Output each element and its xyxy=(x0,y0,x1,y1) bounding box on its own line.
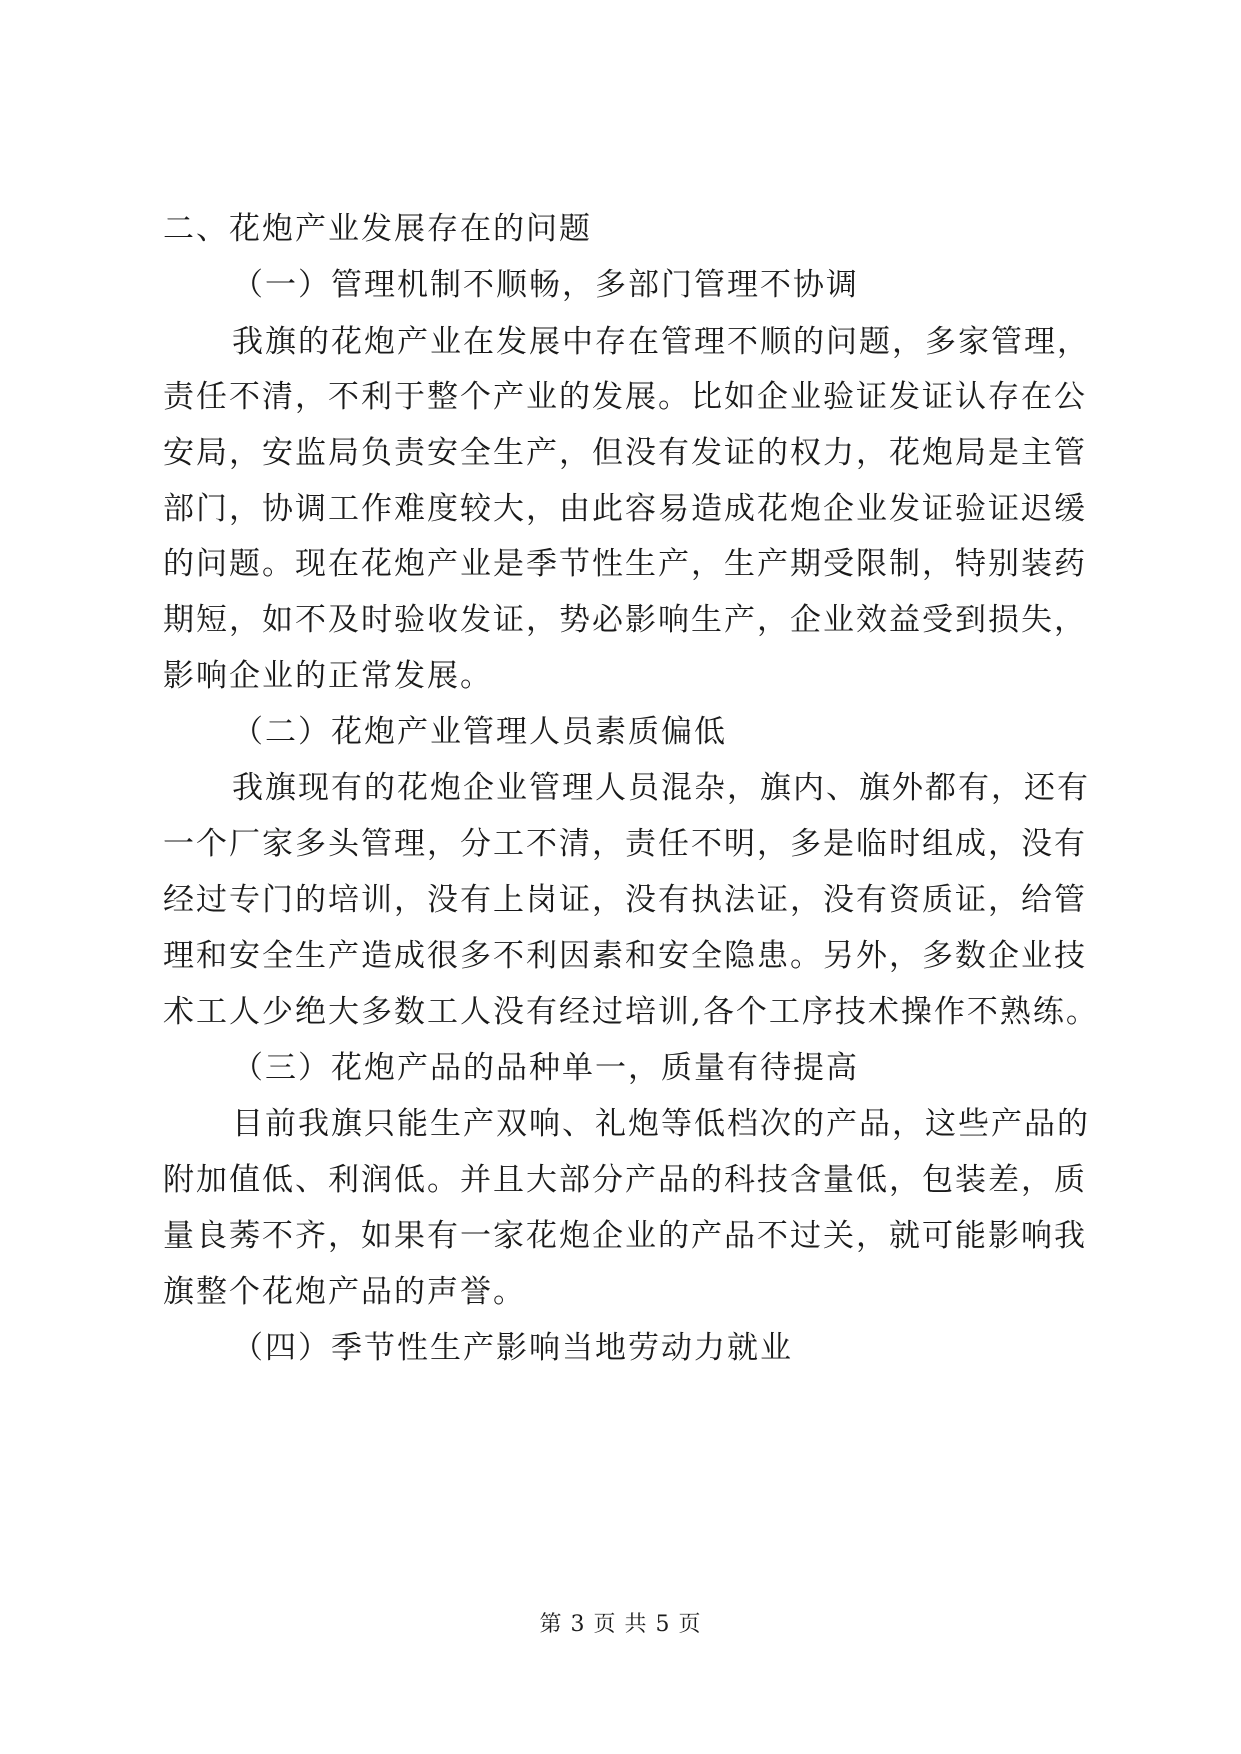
paragraph-line: 期短，如不及时验收发证，势必影响生产，企业效益受到损失， xyxy=(163,602,1087,638)
paragraph-line: 我旗的花炮产业在发展中存在管理不顺的问题，多家管理， xyxy=(232,324,1090,360)
paragraph-line: 经过专门的培训，没有上岗证，没有执法证，没有资质证，给管 xyxy=(163,882,1087,918)
paragraph-line: 责任不清，不利于整个产业的发展。比如企业验证发证认存在公 xyxy=(163,379,1087,415)
subsection-title-1: （一）管理机制不顺畅，多部门管理不协调 xyxy=(232,267,859,303)
paragraph-line: 理和安全生产造成很多不利因素和安全隐患。另外，多数企业技 xyxy=(163,938,1087,974)
paragraph-line: 部门，协调工作难度较大，由此容易造成花炮企业发证验证迟缓 xyxy=(163,491,1087,527)
paragraph-line: 目前我旗只能生产双响、礼炮等低档次的产品，这些产品的 xyxy=(232,1106,1090,1142)
page-footer: 第 3 页 共 5 页 xyxy=(539,1612,702,1637)
paragraph-line: 术工人少绝大多数工人没有经过培训,各个工序技术操作不熟练。 xyxy=(163,994,1099,1030)
paragraph-line: 旗整个花炮产品的声誉。 xyxy=(163,1274,526,1310)
paragraph-line: 量良莠不齐，如果有一家花炮企业的产品不过关，就可能影响我 xyxy=(163,1218,1087,1254)
paragraph-line: 一个厂家多头管理，分工不清，责任不明，多是临时组成，没有 xyxy=(163,826,1087,862)
subsection-title-2: （二）花炮产业管理人员素质偏低 xyxy=(232,714,727,750)
paragraph-line: 的问题。现在花炮产业是季节性生产，生产期受限制，特别装药 xyxy=(163,546,1087,582)
subsection-title-4: （四）季节性生产影响当地劳动力就业 xyxy=(232,1330,793,1366)
paragraph-line: 我旗现有的花炮企业管理人员混杂，旗内、旗外都有，还有 xyxy=(232,770,1090,806)
subsection-title-3: （三）花炮产品的品种单一，质量有待提高 xyxy=(232,1050,859,1086)
paragraph-line: 安局，安监局负责安全生产，但没有发证的权力，花炮局是主管 xyxy=(163,435,1087,471)
paragraph-line: 影响企业的正常发展。 xyxy=(163,658,493,694)
paragraph-line: 附加值低、利润低。并且大部分产品的科技含量低，包装差，质 xyxy=(163,1162,1087,1198)
section-heading: 二、花炮产业发展存在的问题 xyxy=(163,211,592,247)
